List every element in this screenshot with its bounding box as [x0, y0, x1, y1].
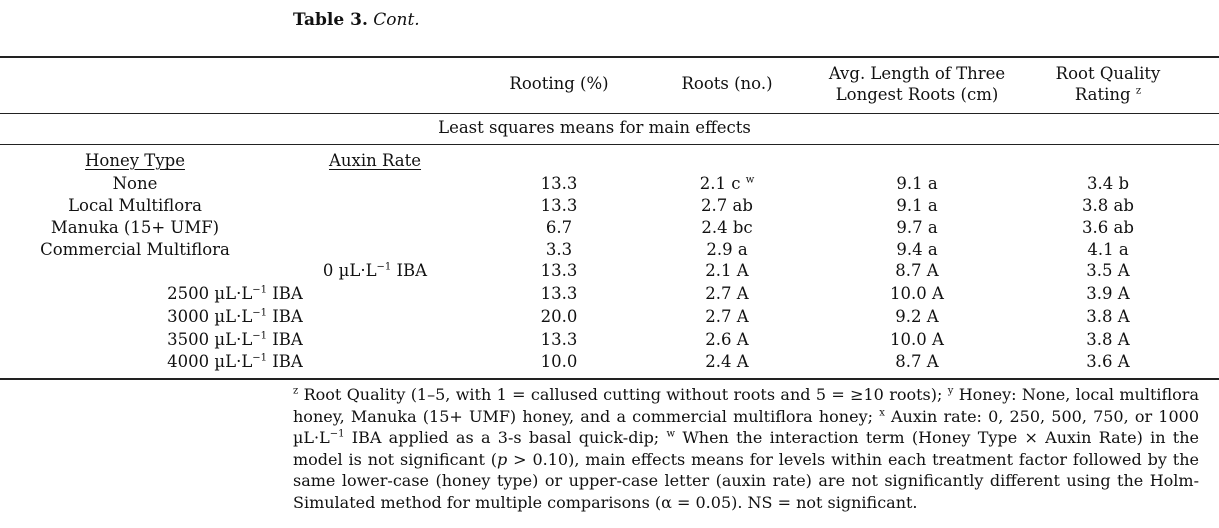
row-header-honey-type: Honey Type [85, 151, 185, 170]
roots-value: 2.4 bc [701, 218, 753, 237]
length-value: 8.7 A [895, 352, 939, 371]
footnote-marker-y: y [947, 385, 954, 397]
quality-value: 3.4 b [1086, 174, 1130, 193]
auxin-label [300, 260, 450, 282]
quality-value: 3.9 A [1086, 284, 1130, 303]
quality-value: 3.8 A [1086, 330, 1130, 349]
unit-exponent: −1 [329, 428, 345, 440]
footnote-marker-z: z [293, 385, 299, 397]
rooting-value: 10.0 [540, 352, 578, 371]
roots-value: 2.7 A [705, 284, 749, 303]
honey-label: None [112, 174, 158, 193]
roots-value [652, 173, 802, 195]
quality-value: 3.8 ab [1082, 196, 1134, 215]
length-value: 9.1 a [896, 196, 938, 215]
auxin-label-text: 0 µL·L [322, 261, 377, 280]
col-header-length-line1: Avg. Length of Three [828, 64, 1006, 83]
footnote-marker-x: x [879, 407, 885, 419]
auxin-label-text: 2500 µL·L [167, 284, 253, 303]
length-value: 9.4 a [896, 240, 938, 259]
table-footnote [293, 384, 1199, 514]
col-header-rooting [484, 73, 634, 94]
length-value: 8.7 A [895, 261, 939, 280]
bottom-rule [0, 378, 1219, 380]
footnote-w-text: When the interaction term (Honey Type × Auxin Rate) in the model is not significant ( [293, 428, 1199, 469]
rooting-value: 3.3 [545, 240, 573, 259]
section-rule [0, 144, 1219, 145]
auxin-label [150, 351, 320, 373]
quality-value: 3.6 A [1086, 352, 1130, 371]
rooting-value: 13.3 [540, 330, 578, 349]
length-value: 9.2 A [895, 307, 939, 326]
quality-value: 3.6 ab [1082, 218, 1134, 237]
col-header-roots [652, 73, 802, 94]
table-number: Table 3. [293, 10, 368, 30]
col-header-length [810, 63, 1024, 105]
rooting-value: 13.3 [540, 261, 578, 280]
quality-value: 3.5 A [1086, 261, 1130, 280]
auxin-label-suffix: IBA [267, 284, 303, 303]
footnote-x-text-cont: IBA applied as a 3-s basal quick-dip; [344, 428, 667, 448]
rooting-value: 20.0 [540, 307, 578, 326]
table-title [293, 10, 420, 30]
length-value: 9.1 a [896, 174, 938, 193]
footnote-w-text-cont: > 0.10), main effects means for levels within each treatment factor followed by the same lower-case (honey type) or upper-case letter (auxin rate) are not significantly different using the Holm-Simulated method for multiple comparisons (α = 0.05). NS = not significant. [293, 449, 1200, 512]
col-header-quality-line1: Root Quality [1055, 64, 1161, 83]
roots-value: 2.7 A [705, 307, 749, 326]
table-continuation: Cont. [373, 10, 420, 30]
auxin-label [150, 329, 320, 351]
unit-exponent: −1 [252, 284, 268, 296]
unit-exponent: −1 [376, 261, 392, 273]
col-header-rooting-text: Rooting (%) [509, 74, 609, 93]
quality-value: 3.8 A [1086, 307, 1130, 326]
footnote-marker-w: w [666, 428, 676, 440]
col-header-quality-line2-text: Rating [1074, 85, 1131, 104]
length-value: 9.7 a [896, 218, 938, 237]
unit-exponent: −1 [252, 352, 268, 364]
roots-value: 2.4 A [705, 352, 749, 371]
col-header-quality-line2 [1033, 84, 1183, 105]
unit-exponent: −1 [252, 330, 268, 342]
roots-value: 2.9 a [706, 240, 748, 259]
col-header-length-line2: Longest Roots (cm) [835, 85, 999, 104]
footnote-marker-z: z [1135, 85, 1142, 97]
auxin-label-suffix: IBA [391, 261, 428, 280]
rooting-value: 13.3 [540, 174, 578, 193]
auxin-label-suffix: IBA [267, 307, 303, 326]
length-value: 10.0 A [890, 284, 944, 303]
footnote-y-text: Honey: None, local multiflora honey, Manuka (15+ UMF) honey, and a commercial multiflora honey; [293, 385, 1199, 426]
honey-label: Local Multiflora [68, 196, 202, 215]
section-title: Least squares means for main effects [438, 118, 751, 137]
rooting-value: 6.7 [545, 218, 573, 237]
col-header-roots-text: Roots (no.) [681, 74, 773, 93]
auxin-label-text: 3000 µL·L [167, 307, 253, 326]
auxin-label [150, 306, 320, 328]
auxin-label-text: 4000 µL·L [167, 352, 253, 371]
footnote-marker-w: w [745, 174, 755, 186]
header-rule [0, 113, 1219, 114]
roots-value: 2.7 ab [701, 196, 753, 215]
auxin-label-suffix: IBA [267, 352, 303, 371]
footnote-p-symbol: p [497, 449, 508, 469]
auxin-label-text: 3500 µL·L [167, 330, 253, 349]
roots-value-text: 2.1 c [699, 174, 741, 193]
quality-value: 4.1 a [1087, 240, 1129, 259]
honey-label: Manuka (15+ UMF) [50, 218, 220, 237]
roots-value: 2.1 A [705, 261, 749, 280]
roots-value: 2.6 A [705, 330, 749, 349]
footnote-x-text: Auxin rate: 0, 250, 500, 750, or 1000 µL·L [293, 406, 1200, 448]
auxin-label [150, 283, 320, 305]
rooting-value: 13.3 [540, 284, 578, 303]
honey-label: Commercial Multiflora [40, 240, 230, 259]
top-rule [0, 56, 1219, 58]
auxin-label-suffix: IBA [267, 330, 303, 349]
rooting-value: 13.3 [540, 196, 578, 215]
footnote-z-text: Root Quality (1–5, with 1 = callused cutting without roots and 5 = ≥10 roots); [298, 385, 948, 404]
row-header-auxin-rate: Auxin Rate [328, 151, 422, 170]
length-value: 10.0 A [890, 330, 944, 349]
col-header-quality [1033, 63, 1183, 105]
unit-exponent: −1 [252, 307, 268, 319]
